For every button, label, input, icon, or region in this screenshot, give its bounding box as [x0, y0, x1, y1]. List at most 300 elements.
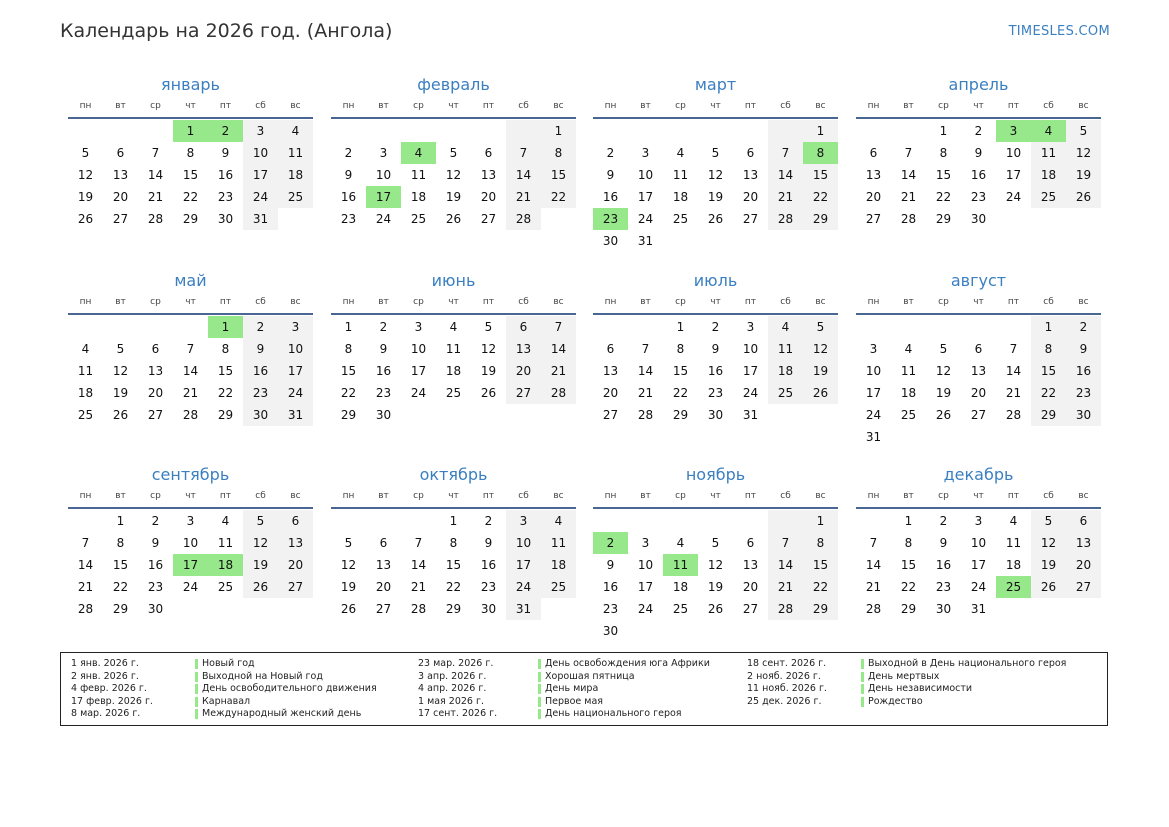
day-cell: 14	[182, 364, 199, 378]
day-cell: 20	[602, 386, 619, 400]
legend-marker	[195, 659, 198, 669]
legend-holiday-name: День национального героя	[545, 708, 682, 720]
day-cell: 4	[81, 342, 90, 356]
day-cell: 11	[900, 364, 917, 378]
day-cell-empty	[68, 120, 103, 142]
day-cell: 30	[375, 408, 392, 422]
day-cell: 3	[186, 514, 195, 528]
day-cell: 5	[116, 342, 125, 356]
day-cell: 14	[506, 164, 541, 186]
day-cell: 10	[637, 168, 654, 182]
day-cell: 9	[484, 536, 493, 550]
day-cell: 13	[970, 364, 987, 378]
day-cell: 13	[742, 558, 759, 572]
weekday-label: сб	[255, 101, 266, 111]
day-cell: 22	[900, 580, 917, 594]
day-grid	[593, 316, 838, 426]
day-cell-empty	[996, 208, 1031, 230]
day-cell-empty	[103, 120, 138, 142]
day-cell: 4	[221, 514, 230, 528]
day-cell-empty	[1031, 598, 1066, 620]
day-cell: 16	[217, 168, 234, 182]
day-cell: 10	[182, 536, 199, 550]
day-cell: 21	[182, 386, 199, 400]
day-cell: 2	[484, 514, 493, 528]
header-rule	[331, 313, 576, 315]
day-cell: 7	[151, 146, 160, 160]
weekday-label: чт	[448, 297, 459, 307]
weekday-label: вт	[115, 297, 126, 307]
day-cell: 7	[186, 342, 195, 356]
day-cell: 15	[112, 558, 129, 572]
day-cell: 22	[672, 386, 689, 400]
day-cell: 20	[742, 190, 759, 204]
day-cell: 1	[676, 320, 685, 334]
day-cell: 26	[707, 212, 724, 226]
day-cell-empty	[698, 620, 733, 642]
day-cell: 29	[803, 598, 838, 620]
day-cell: 1	[939, 124, 948, 138]
day-cell: 12	[1066, 142, 1101, 164]
day-cell: 7	[641, 342, 650, 356]
day-cell: 9	[606, 558, 615, 572]
day-cell: 1	[1031, 316, 1066, 338]
day-cell: 21	[506, 186, 541, 208]
day-cell: 28	[637, 408, 654, 422]
weekday-header	[68, 98, 313, 114]
day-cell-empty	[173, 598, 208, 620]
day-cell-empty	[803, 230, 838, 252]
day-grid	[68, 510, 313, 620]
day-cell: 28	[768, 208, 803, 230]
day-cell: 11	[541, 532, 576, 554]
day-grid	[593, 120, 838, 252]
day-cell: 1	[449, 514, 458, 528]
day-cell-empty	[541, 598, 576, 620]
day-cell: 8	[676, 342, 685, 356]
day-cell-empty	[856, 120, 891, 142]
day-cell: 16	[602, 190, 619, 204]
day-cell: 3	[974, 514, 983, 528]
day-cell: 12	[1031, 532, 1066, 554]
day-cell: 11	[1005, 536, 1022, 550]
day-cell: 19	[1066, 164, 1101, 186]
weekday-label: вс	[553, 297, 564, 307]
day-cell: 9	[221, 146, 230, 160]
day-cell-empty	[1066, 208, 1101, 230]
day-cell: 26	[1066, 186, 1101, 208]
day-cell: 18	[672, 580, 689, 594]
day-cell: 27	[506, 382, 541, 404]
day-cell: 19	[77, 190, 94, 204]
month-name: сентябрь	[151, 465, 230, 484]
day-cell-empty	[471, 120, 506, 142]
legend-marker	[538, 709, 541, 719]
day-cell: 18	[768, 360, 803, 382]
weekday-label: чт	[185, 491, 196, 501]
weekday-label: пт	[744, 491, 757, 501]
day-cell: 23	[217, 190, 234, 204]
day-cell: 23	[375, 386, 392, 400]
header-rule	[593, 507, 838, 509]
day-cell: 22	[217, 386, 234, 400]
day-cell: 9	[379, 342, 388, 356]
day-cell: 23	[602, 602, 619, 616]
day-cell-empty	[278, 598, 313, 620]
day-cell-empty	[926, 316, 961, 338]
weekday-label: чт	[973, 297, 984, 307]
day-cell: 17	[742, 364, 759, 378]
page-title: Календарь на 2026 год. (Ангола)	[60, 20, 393, 42]
weekday-label: сб	[780, 297, 791, 307]
day-cell: 16	[935, 558, 952, 572]
weekday-label: ср	[413, 491, 424, 501]
day-cell-empty	[68, 316, 103, 338]
header-rule	[331, 117, 576, 119]
day-cell-empty	[768, 404, 803, 426]
day-cell: 18	[541, 554, 576, 576]
legend-holiday-name: Рождество	[868, 695, 923, 707]
day-cell: 8	[939, 146, 948, 160]
day-cell: 28	[147, 212, 164, 226]
header-rule	[68, 313, 313, 315]
day-cell: 17	[865, 386, 882, 400]
day-cell: 19	[707, 190, 724, 204]
day-cell: 29	[112, 602, 129, 616]
month-3	[856, 74, 1101, 230]
day-cell: 25	[672, 212, 689, 226]
day-cell: 15	[541, 164, 576, 186]
day-cell: 19	[445, 190, 462, 204]
legend-marker	[195, 672, 198, 682]
day-cell: 19	[340, 580, 357, 594]
day-cell-empty	[506, 120, 541, 142]
weekday-label: вс	[290, 101, 301, 111]
day-cell-holiday: 11	[663, 554, 698, 576]
weekday-label: чт	[448, 491, 459, 501]
legend-date: 2 янв. 2026 г.	[71, 670, 139, 682]
day-cell-empty	[243, 598, 278, 620]
day-cell: 14	[77, 558, 94, 572]
day-cell-empty	[628, 316, 663, 338]
day-cell: 20	[278, 554, 313, 576]
day-cell: 10	[637, 558, 654, 572]
weekday-label: пн	[604, 491, 617, 501]
legend-date: 11 нояб. 2026 г.	[747, 683, 827, 695]
weekday-header	[593, 294, 838, 310]
day-grid	[856, 316, 1101, 448]
day-cell: 31	[506, 598, 541, 620]
day-cell: 12	[480, 342, 497, 356]
day-cell-empty	[698, 120, 733, 142]
day-cell: 11	[410, 168, 427, 182]
day-cell: 21	[1005, 386, 1022, 400]
day-cell: 21	[637, 386, 654, 400]
weekday-label: чт	[973, 491, 984, 501]
header-rule	[856, 117, 1101, 119]
day-cell-empty	[768, 620, 803, 642]
day-cell: 20	[480, 190, 497, 204]
day-cell: 25	[410, 212, 427, 226]
day-cell: 7	[81, 536, 90, 550]
day-cell-empty	[401, 404, 436, 426]
day-cell: 8	[116, 536, 125, 550]
day-cell-empty	[856, 316, 891, 338]
day-cell: 5	[243, 510, 278, 532]
header-rule	[68, 507, 313, 509]
day-cell: 20	[1066, 554, 1101, 576]
day-cell-empty	[768, 230, 803, 252]
day-cell: 15	[935, 168, 952, 182]
day-cell: 5	[344, 536, 353, 550]
day-cell: 25	[541, 576, 576, 598]
day-cell: 7	[768, 142, 803, 164]
day-cell: 4	[541, 510, 576, 532]
day-cell: 30	[243, 404, 278, 426]
month-name: октябрь	[419, 465, 488, 484]
day-cell: 16	[480, 558, 497, 572]
weekday-label: вс	[815, 297, 826, 307]
day-cell: 15	[340, 364, 357, 378]
day-cell: 5	[711, 536, 720, 550]
weekday-header	[856, 488, 1101, 504]
legend-date: 4 апр. 2026 г.	[418, 683, 487, 695]
day-cell: 25	[768, 382, 803, 404]
day-cell: 6	[506, 316, 541, 338]
day-grid	[331, 316, 576, 426]
day-cell-holiday: 3	[996, 120, 1031, 142]
weekday-label: ср	[150, 297, 161, 307]
weekday-label: сб	[518, 101, 529, 111]
day-cell: 24	[865, 408, 882, 422]
day-cell: 31	[243, 208, 278, 230]
header-rule	[593, 117, 838, 119]
day-cell: 24	[410, 386, 427, 400]
day-cell: 26	[445, 212, 462, 226]
weekday-label: чт	[448, 101, 459, 111]
month-name: июль	[693, 271, 738, 290]
day-cell: 21	[900, 190, 917, 204]
day-cell: 22	[112, 580, 129, 594]
day-cell: 4	[449, 320, 458, 334]
day-cell: 31	[742, 408, 759, 422]
month-0	[68, 74, 313, 230]
day-cell: 27	[147, 408, 164, 422]
weekday-label: пн	[604, 297, 617, 307]
weekday-label: чт	[185, 101, 196, 111]
day-cell: 20	[506, 360, 541, 382]
day-cell-empty	[436, 120, 471, 142]
day-cell: 9	[243, 338, 278, 360]
weekday-label: вт	[115, 101, 126, 111]
weekday-label: ср	[150, 101, 161, 111]
day-cell: 22	[803, 576, 838, 598]
weekday-label: ср	[938, 101, 949, 111]
day-grid	[856, 510, 1101, 620]
weekday-label: вт	[903, 297, 914, 307]
day-cell: 2	[379, 320, 388, 334]
day-cell: 10	[278, 338, 313, 360]
month-9	[331, 464, 576, 620]
day-cell: 6	[379, 536, 388, 550]
weekday-header	[331, 294, 576, 310]
day-cell-holiday: 8	[803, 142, 838, 164]
day-cell: 2	[711, 320, 720, 334]
weekday-label: ср	[938, 491, 949, 501]
day-cell: 6	[869, 146, 878, 160]
day-cell: 22	[445, 580, 462, 594]
day-cell-empty	[733, 120, 768, 142]
weekday-header	[331, 98, 576, 114]
day-cell-empty	[401, 120, 436, 142]
legend-marker	[538, 684, 541, 694]
day-cell: 24	[506, 576, 541, 598]
day-cell: 19	[1031, 554, 1066, 576]
weekday-label: пт	[219, 297, 232, 307]
weekday-label: вс	[1078, 297, 1089, 307]
day-cell: 23	[243, 382, 278, 404]
day-cell-empty	[593, 316, 628, 338]
day-cell: 2	[344, 146, 353, 160]
legend-holiday-name: День мертвых	[868, 670, 940, 682]
legend-date: 4 февр. 2026 г.	[71, 683, 147, 695]
weekday-label: вс	[553, 101, 564, 111]
weekday-label: ср	[675, 297, 686, 307]
day-cell: 1	[803, 120, 838, 142]
day-cell: 24	[182, 580, 199, 594]
weekday-header	[331, 488, 576, 504]
weekday-label: ср	[938, 297, 949, 307]
day-cell: 14	[768, 164, 803, 186]
header-rule	[856, 313, 1101, 315]
day-cell: 9	[1066, 338, 1101, 360]
day-cell: 30	[935, 602, 952, 616]
legend-holiday-name: Карнавал	[202, 695, 251, 707]
day-cell: 2	[974, 124, 983, 138]
weekday-label: чт	[710, 101, 721, 111]
day-cell-empty	[996, 598, 1031, 620]
day-cell: 29	[182, 212, 199, 226]
weekday-label: пт	[482, 491, 495, 501]
weekday-label: пн	[79, 297, 92, 307]
day-cell: 21	[768, 186, 803, 208]
day-cell: 13	[1066, 532, 1101, 554]
day-cell: 30	[147, 602, 164, 616]
day-cell: 15	[900, 558, 917, 572]
day-grid	[331, 120, 576, 230]
day-cell: 10	[970, 536, 987, 550]
day-cell: 26	[935, 408, 952, 422]
day-cell-empty	[436, 404, 471, 426]
legend-marker	[861, 697, 864, 707]
weekday-label: чт	[185, 297, 196, 307]
day-cell: 3	[746, 320, 755, 334]
weekday-label: вс	[1078, 101, 1089, 111]
day-cell-empty	[68, 510, 103, 532]
weekday-label: сб	[255, 491, 266, 501]
day-cell: 17	[278, 360, 313, 382]
weekday-label: вт	[903, 491, 914, 501]
day-cell-empty	[103, 316, 138, 338]
day-cell: 26	[1031, 576, 1066, 598]
day-cell: 14	[147, 168, 164, 182]
day-cell: 18	[77, 386, 94, 400]
weekday-label: пт	[482, 297, 495, 307]
day-cell: 15	[803, 554, 838, 576]
weekday-label: вс	[553, 491, 564, 501]
day-cell: 15	[182, 168, 199, 182]
site-link[interactable]: TIMESLES.COM	[1008, 24, 1110, 39]
day-cell: 10	[1005, 146, 1022, 160]
day-cell: 30	[217, 212, 234, 226]
weekday-label: вс	[815, 491, 826, 501]
day-cell: 18	[672, 190, 689, 204]
day-cell: 31	[637, 234, 654, 248]
day-cell: 3	[278, 316, 313, 338]
day-cell: 19	[112, 386, 129, 400]
day-cell: 5	[803, 316, 838, 338]
day-cell-holiday: 23	[593, 208, 628, 230]
day-cell: 21	[410, 580, 427, 594]
day-cell: 16	[602, 580, 619, 594]
day-cell-holiday: 2	[208, 120, 243, 142]
day-cell: 30	[602, 624, 619, 638]
weekday-label: пн	[79, 491, 92, 501]
day-cell-holiday: 4	[401, 142, 436, 164]
month-4	[68, 270, 313, 426]
day-cell: 3	[506, 510, 541, 532]
day-cell-empty	[628, 510, 663, 532]
day-cell: 14	[900, 168, 917, 182]
legend-date: 17 февр. 2026 г.	[71, 695, 153, 707]
day-cell: 3	[869, 342, 878, 356]
weekday-header	[593, 488, 838, 504]
day-cell: 1	[803, 510, 838, 532]
day-cell: 1	[541, 120, 576, 142]
weekday-label: пн	[867, 491, 880, 501]
day-cell-empty	[541, 404, 576, 426]
day-cell: 27	[112, 212, 129, 226]
day-cell: 11	[445, 342, 462, 356]
day-cell: 9	[711, 342, 720, 356]
day-cell: 6	[278, 510, 313, 532]
day-cell: 16	[375, 364, 392, 378]
day-cell-empty	[278, 208, 313, 230]
day-cell: 21	[865, 580, 882, 594]
day-cell: 12	[77, 168, 94, 182]
weekday-label: вт	[115, 491, 126, 501]
day-cell: 27	[375, 602, 392, 616]
day-cell-empty	[961, 316, 996, 338]
day-cell: 11	[768, 338, 803, 360]
day-cell: 1	[344, 320, 353, 334]
day-cell-empty	[768, 510, 803, 532]
day-cell: 8	[1031, 338, 1066, 360]
month-name: декабрь	[943, 465, 1014, 484]
day-cell: 22	[182, 190, 199, 204]
weekday-header	[68, 294, 313, 310]
day-grid	[68, 316, 313, 426]
header-rule	[593, 313, 838, 315]
day-cell: 8	[904, 536, 913, 550]
day-cell-empty	[138, 316, 173, 338]
day-cell: 7	[768, 532, 803, 554]
day-cell: 23	[147, 580, 164, 594]
weekday-label: пн	[604, 101, 617, 111]
day-cell: 19	[803, 360, 838, 382]
weekday-label: сб	[1043, 491, 1054, 501]
day-cell-empty	[1031, 208, 1066, 230]
